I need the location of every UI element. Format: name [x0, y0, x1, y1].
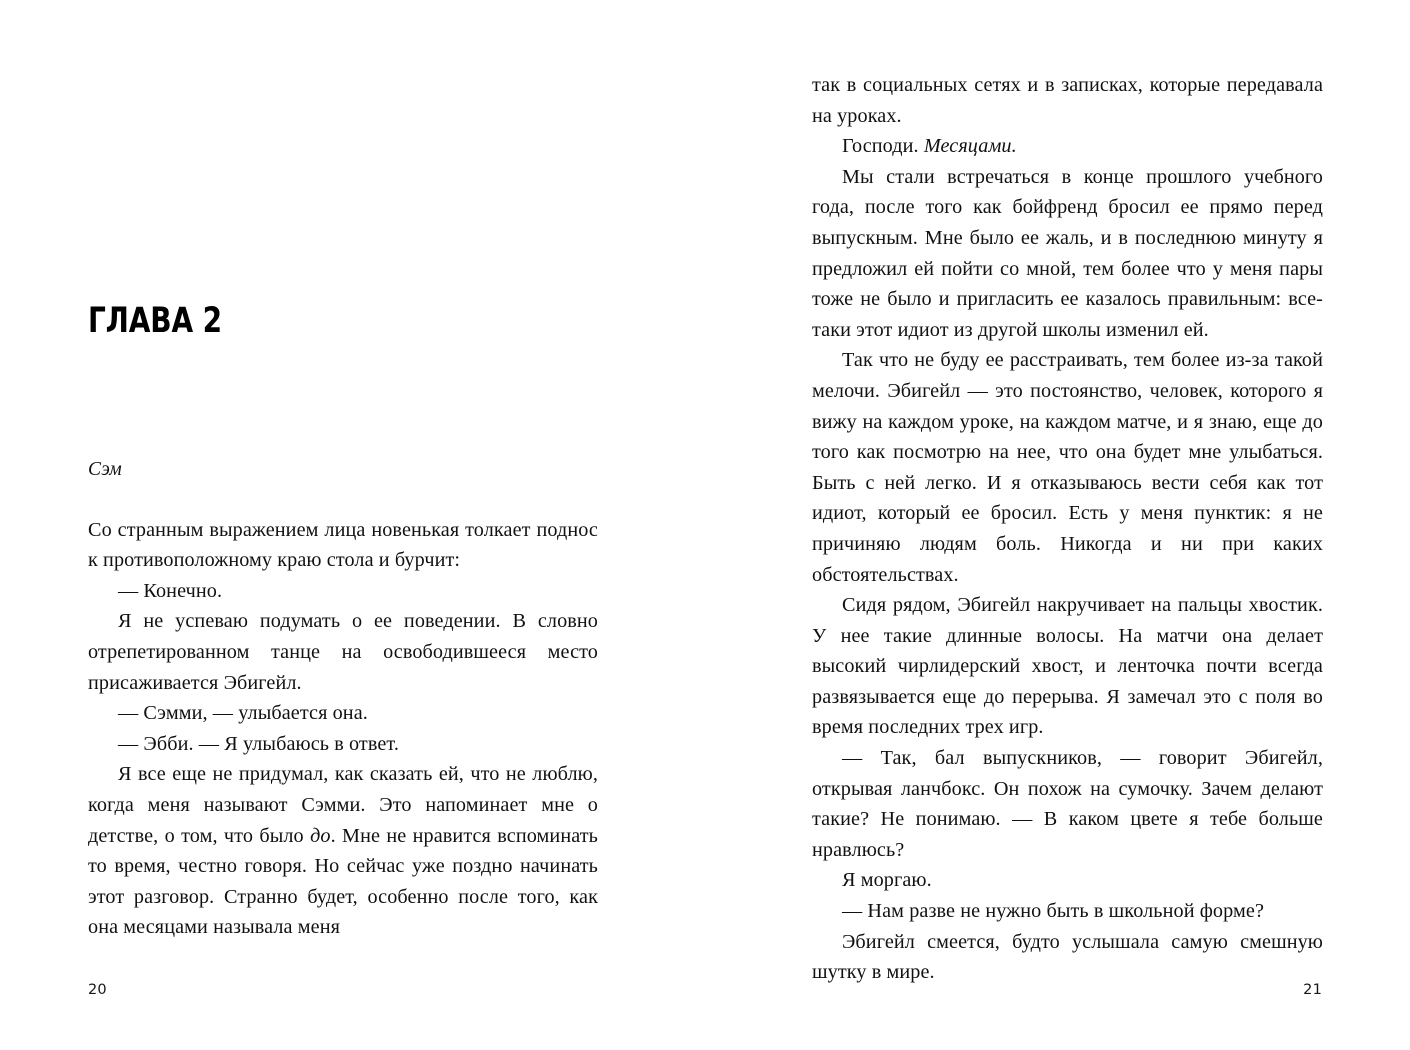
- paragraph: Сидя рядом, Эбигейл накручивает на пальцы хвостик. У нее такие длинные волосы. На матчи она делает высокий чирлидерский хвост, и ленточка почти всегда развязывается еще до перерыва. Я замечал это с поля во время последних трех игр.: [812, 594, 1323, 739]
- dialogue-line: — Эбби. — Я улыбаюсь в ответ.: [118, 732, 399, 755]
- paragraph: Я не успеваю подумать о ее поведении. В словно отрепетированном танце на освободившееся место присаживается Эбигейл.: [88, 610, 598, 694]
- chapter-heading-block: [88, 301, 598, 341]
- plain-text: . Мне не нравится вспоминать то время, честно говоря. Но сейчас уже поздно начинать этот разговор. Странно будет, особенно после того, как она месяцами называла меня: [88, 824, 598, 939]
- right-page: [705, 0, 1410, 1050]
- dialogue-line: — Нам разве не нужно быть в школьной форме?: [842, 900, 1265, 923]
- paragraph: Со странным выражением лица новенькая толкает поднос к противоположному краю стола и бурчит:: [88, 518, 598, 572]
- dialogue-line: — Сэмми, — улыбается она.: [118, 702, 368, 725]
- dialogue-line: — Конечно.: [118, 579, 223, 602]
- page-number: 21: [1303, 982, 1322, 998]
- left-page-text-column: [88, 302, 598, 943]
- emphasis-text: до: [310, 824, 331, 847]
- page-title: ГЛАВА 2: [88, 301, 222, 341]
- right-page-text-column: [812, 70, 1323, 988]
- page-number: 20: [88, 982, 107, 998]
- paragraph: Я моргаю.: [842, 869, 932, 892]
- paragraph: Эбигейл смеется, будто услышала самую смешную шутку в мире.: [812, 930, 1323, 984]
- speaker-label: Сэм: [88, 459, 122, 480]
- plain-text: Я все еще не придумал, как сказать ей, что не люблю, когда меня называют Сэмми. Это напоминает мне о детстве, о том, что было: [88, 763, 598, 847]
- paragraph: [812, 131, 1323, 162]
- paragraph: так в социальных сетях и в записках, которые передавала на уроках.: [812, 74, 1323, 127]
- emphasis-text: Месяцами.: [923, 135, 1017, 158]
- dialogue-line: — Так, бал выпускников, — говорит Эбигейл, открывая ланчбокс. Он похож на сумочку. Зачем делают такие? Не понимаю. — В каком цвете я тебе больше нравлюсь?: [812, 747, 1323, 861]
- paragraph: Так что не буду ее расстраивать, тем более из-за такой мелочи. Эбигейл — это постоянство, человек, которого я вижу на каждом уроке, на каждом матче, и я знаю, еще до того как посмотрю на нее, что она будет мне улыбаться. Быть с ней легко. И я отказываюсь вести себя как тот идиот, который ее бросил. Есть у меня пунктик: я не причиняю людям боль. Никогда и ни при каких обстоятельствах.: [812, 349, 1323, 586]
- plain-text: Господи.: [842, 135, 924, 158]
- paragraph: [88, 759, 598, 943]
- paragraph: Мы стали встречаться в конце прошлого учебного года, после того как бойфренд бросил ее прямо перед выпускным. Мне было ее жаль, и в последнюю минуту я предложил ей пойти со мной, тем более что у меня пары тоже не было и пригласить ее казалось правильным: все-таки этот идиот из другой школы изменил ей.: [812, 165, 1323, 341]
